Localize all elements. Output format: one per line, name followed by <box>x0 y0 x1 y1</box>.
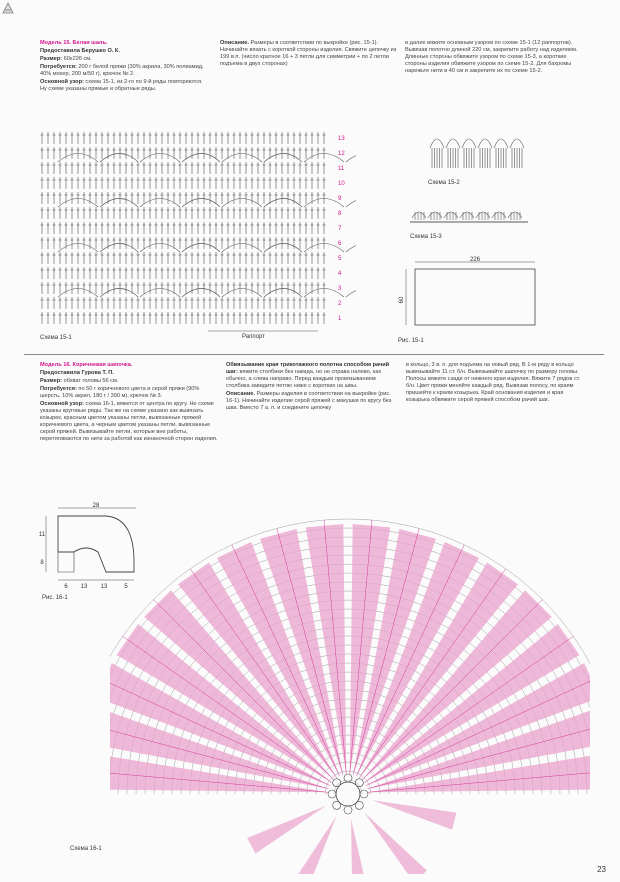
ris-16-1-label: Рис. 16-1 <box>42 595 68 601</box>
model15-pattern: схема 15-1, из 2-го по 9-й ряды повторяются. Ну схеме указаны прямые и обратные ряды. <box>40 79 203 92</box>
model15-materials: 200 г белой пряжи (30% акрила, 30% полиамид, 40% мохер, 200 м/50 г), крючок № 2. <box>40 64 204 77</box>
model15-description: Размеры в соответствии по выкройке (рис. 15-1). Начинайте вязать с короткой стороны изделия. Свяжите цепочку из 199 в.п. (число кратное 16 + 3 петли для симметрии + по 2 петли подъема в двух сторонах) <box>220 40 397 67</box>
dim-bottom-3: 13 <box>100 584 108 590</box>
scheme-15-1-chart <box>38 126 356 346</box>
row-number: 5 <box>338 256 342 262</box>
dim-height-text: 60 <box>399 296 405 304</box>
scheme-15-2-diagram <box>426 128 526 173</box>
scheme-15-1-label: Схема 15-1 <box>40 335 72 341</box>
model16-description: Размеры изделия в соответствии на выкройке (рис. 16-1). Начинайте изделие серой пряжей с макушки по кругу без шва. Вместо 7 а. п. и соедините цепочку <box>226 391 392 411</box>
dim-bottom-1: 6 <box>64 584 68 590</box>
row-number: 7 <box>338 226 342 232</box>
row-number: 2 <box>338 301 342 307</box>
dim-side-b-text: 8 <box>40 560 44 566</box>
pattern-15-1-figure <box>395 256 545 336</box>
model15-col2: Описание. Размеры в соответствии по выкройке (рис. 15-1). Начинайте вязать с короткой стороны изделия. Свяжите цепочку из 199 в.п. (число кратное 16 + 3 петли для симметрии + по 2 петли подъема в двух сторонах) <box>220 40 397 67</box>
row-number: 13 <box>338 136 345 142</box>
rapport-label: Раппорт <box>242 334 265 340</box>
row-number: 12 <box>338 151 345 157</box>
model16-col1: Модель 16. Коричневая шапочка. Предоставила Гурова Т. П. Размер: обхват головы 56 см. Потребуется: по 50 г коричневого цвета и серой пряжи (90% шерсть, 10% акрил, 180 г / 390 м), крючок № 3. Основной узор: схема 16-1, вяжется от центра по кругу. Не схеме указаны круговые ряды. Так же на схеме указано как вывязать козырек, красным цветом указаны петли, вывязанные пряжей коричневого цвета, а черным цветом указаны петли, вывязанные серой пряжей. Вывязывайте петли, которые вне работы, перетягиваются по нити за работой как изнаночной сторон изделия. <box>40 362 218 442</box>
model16-materials: по 50 г коричневого цвета и серой пряжи (90% шерсть, 10% акрил, 180 г / 390 м), крючок № 3. <box>40 386 200 399</box>
row-number: 1 <box>338 316 342 322</box>
row-number: 11 <box>338 166 345 172</box>
row-number: 8 <box>338 211 342 217</box>
model15-size: 60х226 см. <box>63 56 92 62</box>
scheme-15-2-label: Схема 15-2 <box>428 180 460 186</box>
row-number: 6 <box>338 241 342 247</box>
model16-col2: Обвязывание края трикотажного полотна способом рачий шаг: вяжите столбики без накида, но не справа налево, как обычно, а слева направо. Перед каждым провязыванием столбика заведите петлю ниже с коротких на швы. Описание. Размеры изделия в соответствии на выкройке (рис. 16-1). Начинайте изделие серой пряжей с макушки по кругу без шва. Вместо 7 а. п. и соедините цепочку <box>226 362 392 411</box>
scheme-16-1-label: Схема 16-1 <box>70 846 102 852</box>
model16-author: Предоставила Гурова Т. П. <box>40 370 114 376</box>
section-divider <box>24 354 604 355</box>
page-number: 23 <box>597 865 606 874</box>
model16-edge: вяжите столбики без накида, но не справа налево, как обычно, а слева направо. Перед каждым провязыванием столбика заведите петлю ниже с коротких на швы. <box>226 369 381 389</box>
dim-top-text: 28 <box>92 503 100 509</box>
dim-bottom-4: 5 <box>124 584 128 590</box>
model15-col1: Модель 15. Белая шаль. Предоставила Берушко О. К. Размер: 60х226 см. Потребуется: 200 г белой пряжи (30% акрила, 30% полиамид, 40% мохер, 200 м/50 г), крючок № 2. Основной узор: схема 15-1, из 2-го по 9-й ряды повторяются. Ну схеме указаны прямые и обратные ряды. <box>40 40 210 94</box>
ris-15-1-label: Рис. 15-1 <box>398 338 424 344</box>
row-number: 10 <box>338 181 345 187</box>
model16-size: обхват головы 56 см. <box>63 378 119 384</box>
row-number: 4 <box>338 271 342 277</box>
model16-pattern: схема 16-1, вяжется от центра по кругу. Не схеме указаны круговые ряды. Так же на схеме указано как вывязать козырек, красным цветом указаны петли, вывязанные пряжей коричневого цвета, а черным цветом указаны петли, вывязанные серой пряжей. Вывязывайте петли, которые вне работы, перетягиваются по нити за работой как изнаночной сторон изделия. <box>40 401 218 442</box>
scheme-15-3-diagram <box>408 204 530 226</box>
row-number: 9 <box>338 196 342 202</box>
model15-author: Предоставила Берушко О. К. <box>40 48 120 54</box>
model16-title: Модель 16. Коричневая шапочка. <box>40 362 133 368</box>
model15-col3: и далее вяжите основным узором по схеме 15-1 (12 раппортов). Вывязав полотно длиной 220 см, закрепите работу над изделием. Длинные стороны обвяжите узором по схеме 15-3, а короткие стороны изделия обвяжите узором по схеме 15-2. Для бахромы нарежьте нити в 40 см и закрепите их по схеме 15-2. <box>405 40 578 74</box>
scheme-16-1-chart <box>110 494 590 874</box>
model16-col3: в кольцо, 3 в. п. для подъема на новый ряд. В 1-м ряду в кольцо вывязывайте 11 ст. б/н. Вывязывайте шапочку по размеру головы. Полосы вяжите сзади от нижнего края изделия. Вяжите 7 рядов ст. б/н. Цвет пряжи меняйте каждый ряд. Вывязав полосу, по краям пришейте к краям козырька. Край основания изделия и края козырька обвяжите серой пряжей способом рачий шаг. <box>406 362 581 403</box>
corner-ornament-icon <box>2 2 14 14</box>
row-number: 3 <box>338 286 342 292</box>
scheme-15-3-label: Схема 15-3 <box>410 234 442 240</box>
dim-bottom-2: 13 <box>80 584 88 590</box>
model15-title: Модель 15. Белая шаль. <box>40 40 108 46</box>
dim-side-a-text: 11 <box>38 532 46 538</box>
dim-width-text: 226 <box>469 257 481 263</box>
